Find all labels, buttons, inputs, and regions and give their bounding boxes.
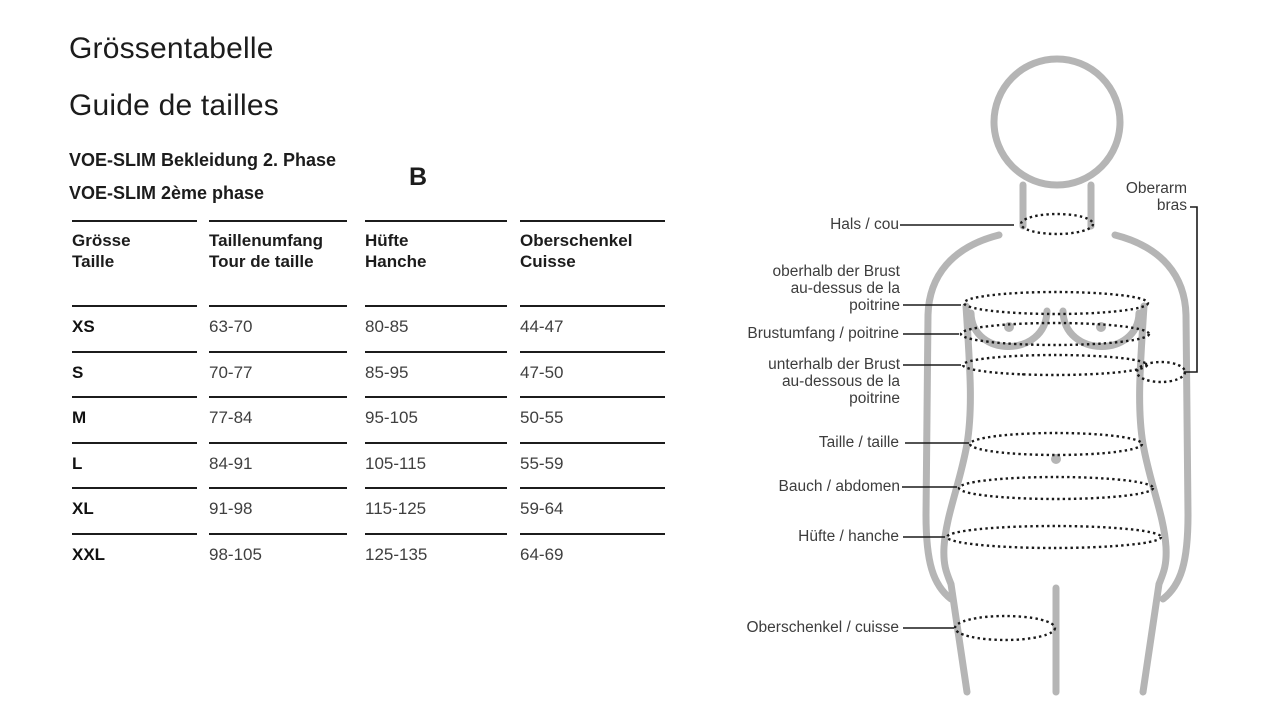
label-neck-text: Hals / cou (830, 216, 899, 233)
waist-value: 84-91 (209, 442, 347, 488)
size-value: S (72, 351, 197, 397)
hip-value: 115-125 (365, 487, 507, 533)
size-value: L (72, 442, 197, 488)
label-abdomen (778, 478, 900, 495)
waist-value: 70-77 (209, 351, 347, 397)
size-value: XS (72, 305, 197, 351)
table-row (72, 442, 665, 488)
table-row (72, 487, 665, 533)
head-outline (994, 59, 1120, 185)
label-below-bust (768, 356, 900, 407)
label-abdomen-text: Bauch / abdomen (778, 478, 900, 495)
right-shoulder-arm (1115, 235, 1188, 599)
label-upper-arm-fr: bras (1156, 197, 1187, 214)
label-below-bust-fr1: au-dessous de la (781, 373, 900, 390)
waist-value: 91-98 (209, 487, 347, 533)
thigh-value: 55-59 (520, 442, 665, 488)
thigh-value: 59-64 (520, 487, 665, 533)
label-above-bust-fr2: poitrine (849, 297, 900, 314)
label-upper-arm (1126, 180, 1187, 214)
waist-value: 77-84 (209, 396, 347, 442)
label-above-bust (772, 263, 900, 314)
section-letter: B (409, 163, 428, 191)
label-above-bust-fr1: au-dessus de la (790, 280, 900, 297)
below-bust-measure-ellipse (963, 355, 1147, 375)
upper-arm-measure-ellipse (1137, 362, 1185, 382)
above-bust-measure-ellipse (964, 292, 1148, 314)
label-waist (819, 434, 899, 451)
size-value: XXL (72, 533, 197, 579)
label-bust (747, 325, 899, 342)
label-hip-text: Hüfte / hanche (798, 528, 899, 545)
page-title-french: Guide de tailles (69, 89, 279, 122)
hip-value: 95-105 (365, 396, 507, 442)
waist-measure-ellipse (970, 433, 1142, 455)
abdomen-measure-ellipse (959, 477, 1153, 499)
hip-value: 85-95 (365, 351, 507, 397)
column-header-size (72, 220, 197, 305)
product-subtitle-french: VOE-SLIM 2ème phase (69, 183, 265, 203)
table-row (72, 396, 665, 442)
left-shoulder-arm (926, 235, 999, 599)
hip-value: 125-135 (365, 533, 507, 579)
hip-value: 80-85 (365, 305, 507, 351)
size-value: M (72, 396, 197, 442)
label-thigh-text: Oberschenkel / cuisse (746, 619, 899, 636)
label-thigh (747, 619, 900, 636)
neck-measure-ellipse (1021, 214, 1093, 234)
product-subtitle-german: VOE-SLIM Bekleidung 2. Phase (69, 150, 337, 170)
size-value: XL (72, 487, 197, 533)
right-torso-leg (1140, 306, 1167, 692)
hip-measure-ellipse (947, 526, 1161, 548)
thigh-value: 64-69 (520, 533, 665, 579)
column-header-size-de: Grösse (72, 231, 131, 250)
label-waist-text: Taille / taille (818, 434, 899, 451)
table-row (72, 351, 665, 397)
column-header-thigh-fr: Cuisse (520, 252, 576, 271)
column-header-thigh-de: Oberschenkel (520, 231, 633, 250)
hip-value: 105-115 (365, 442, 507, 488)
table-row (72, 305, 665, 351)
column-header-hip (365, 220, 507, 305)
thigh-value: 50-55 (520, 396, 665, 442)
size-table (72, 220, 665, 578)
column-header-size-fr: Taille (72, 252, 115, 271)
thigh-value: 47-50 (520, 351, 665, 397)
page-title-german: Grössentabelle (69, 32, 274, 65)
thigh-measure-ellipse (955, 616, 1055, 640)
column-header-hip-fr: Hanche (365, 252, 427, 271)
label-neck (830, 216, 899, 233)
column-header-waist-de: Taillenumfang (209, 231, 323, 250)
column-header-thigh (520, 220, 665, 305)
label-below-bust-de: unterhalb der Brust (768, 356, 900, 373)
label-below-bust-fr2: poitrine (849, 390, 900, 407)
table-row (72, 533, 665, 579)
waist-value: 63-70 (209, 305, 347, 351)
table-header-row (72, 220, 665, 305)
label-above-bust-de: oberhalb der Brust (772, 263, 900, 280)
waist-value: 98-105 (209, 533, 347, 579)
left-torso-leg (944, 306, 971, 692)
column-header-waist-fr: Tour de taille (209, 252, 314, 271)
column-header-hip-de: Hüfte (365, 231, 409, 250)
label-hip (798, 528, 899, 545)
measurement-ellipses (947, 214, 1185, 640)
thigh-value: 44-47 (520, 305, 665, 351)
column-header-waist (209, 220, 347, 305)
label-bust-text: Brustumfang / poitrine (747, 325, 899, 342)
label-upper-arm-de: Oberarm (1125, 180, 1187, 197)
